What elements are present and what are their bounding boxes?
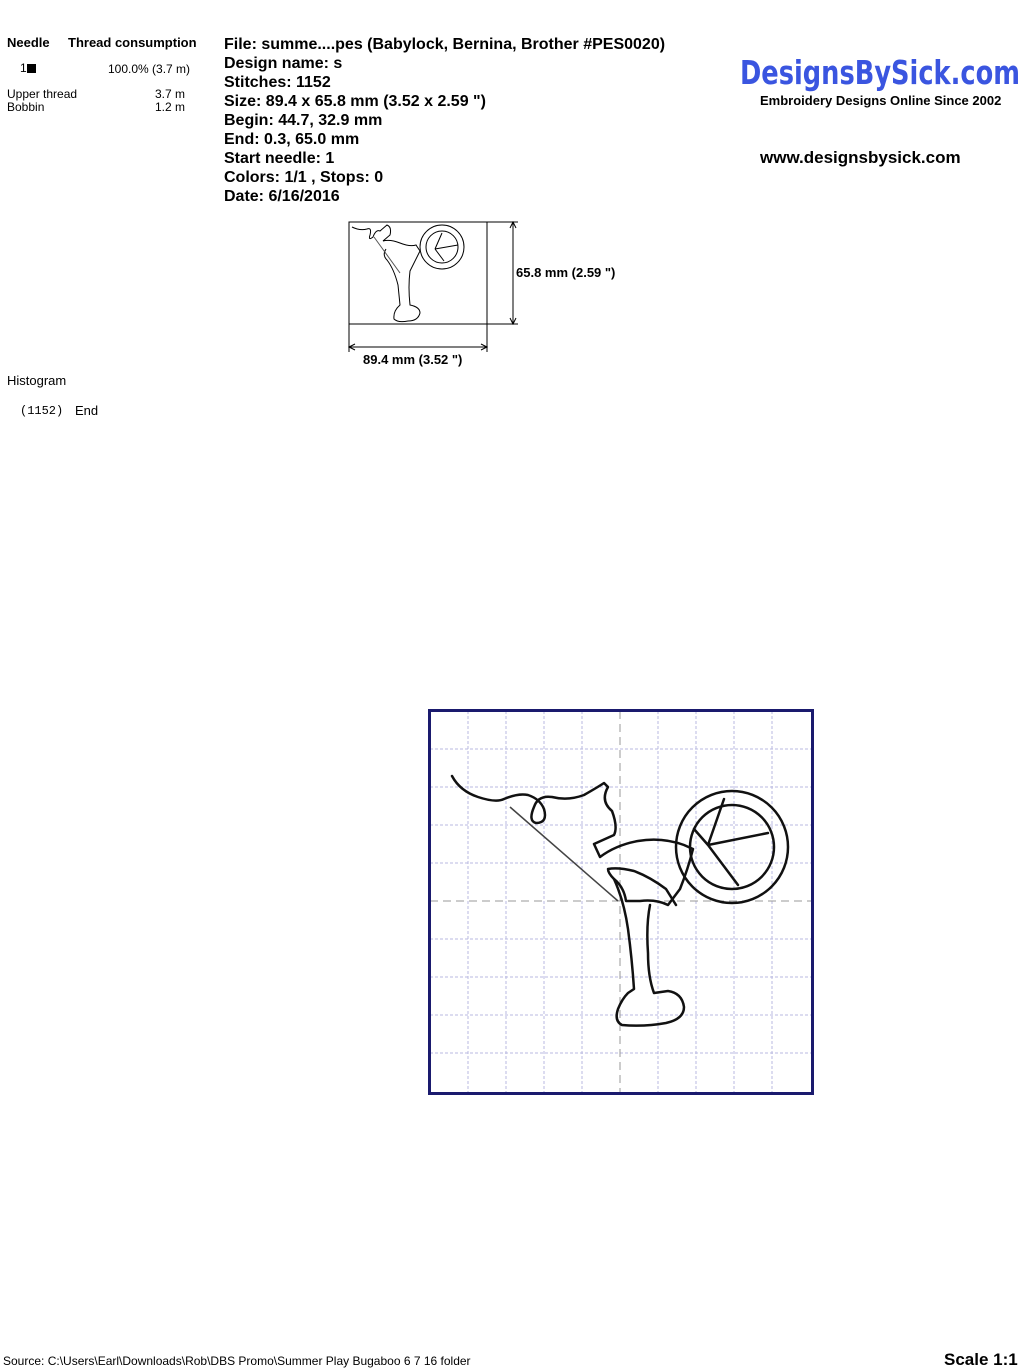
histogram-title: Histogram	[7, 373, 67, 388]
needle-header: Needle	[7, 35, 50, 50]
start-needle-line: Start needle: 1	[224, 150, 335, 167]
stitches-line: Stitches: 1152	[224, 74, 331, 91]
design-preview	[428, 709, 814, 1095]
file-line: File: summe....pes (Babylock, Bernina, Brother #PES0020)	[224, 36, 666, 53]
histogram-end-label: End	[75, 403, 99, 418]
design-info	[224, 35, 665, 206]
needle-row-value: 100.0% (3.7 m)	[108, 62, 191, 76]
upper-thread-label: Upper thread	[7, 87, 78, 101]
end-line: End: 0.3, 65.0 mm	[224, 131, 360, 148]
width-dimension-label: 89.4 mm (3.52 ")	[363, 352, 463, 367]
needle-number: 1	[20, 61, 27, 75]
begin-line: Begin: 44.7, 32.9 mm	[224, 112, 383, 129]
size-line: Size: 89.4 x 65.8 mm (3.52 x 2.59 ")	[224, 93, 486, 110]
height-dimension-label: 65.8 mm (2.59 ")	[516, 265, 616, 280]
upper-thread-value: 3.7 m	[155, 87, 186, 101]
brand-logo	[738, 52, 1024, 92]
brand-logo-graphic	[738, 52, 1024, 92]
bobbin-value: 1.2 m	[155, 100, 186, 114]
design-name-line: Design name: s	[224, 55, 343, 72]
brand-url[interactable]: www.designsbysick.com	[760, 148, 961, 167]
date-line: Date: 6/16/2016	[224, 188, 340, 205]
thumbnail-design	[352, 225, 464, 322]
color-swatch	[27, 64, 36, 73]
thread-consumption-header: Thread consumption	[68, 35, 197, 50]
colors-line: Colors: 1/1 , Stops: 0	[224, 169, 384, 186]
design-thumbnail	[340, 215, 640, 375]
preview-background	[428, 709, 814, 1095]
brand-logo-text: DesignsBySick.com	[740, 53, 1020, 92]
brand-tagline: Embroidery Designs Online Since 2002	[760, 93, 1002, 108]
histogram-count: (1152)	[20, 404, 64, 418]
needle-row	[20, 61, 36, 75]
source-path: Source: C:\Users\Earl\Downloads\Rob\DBS Promo\Summer Play Bugaboo 6 7 16 folder	[3, 1354, 471, 1368]
scale-label: Scale 1:1	[944, 1350, 1018, 1369]
bobbin-label: Bobbin	[7, 100, 45, 114]
